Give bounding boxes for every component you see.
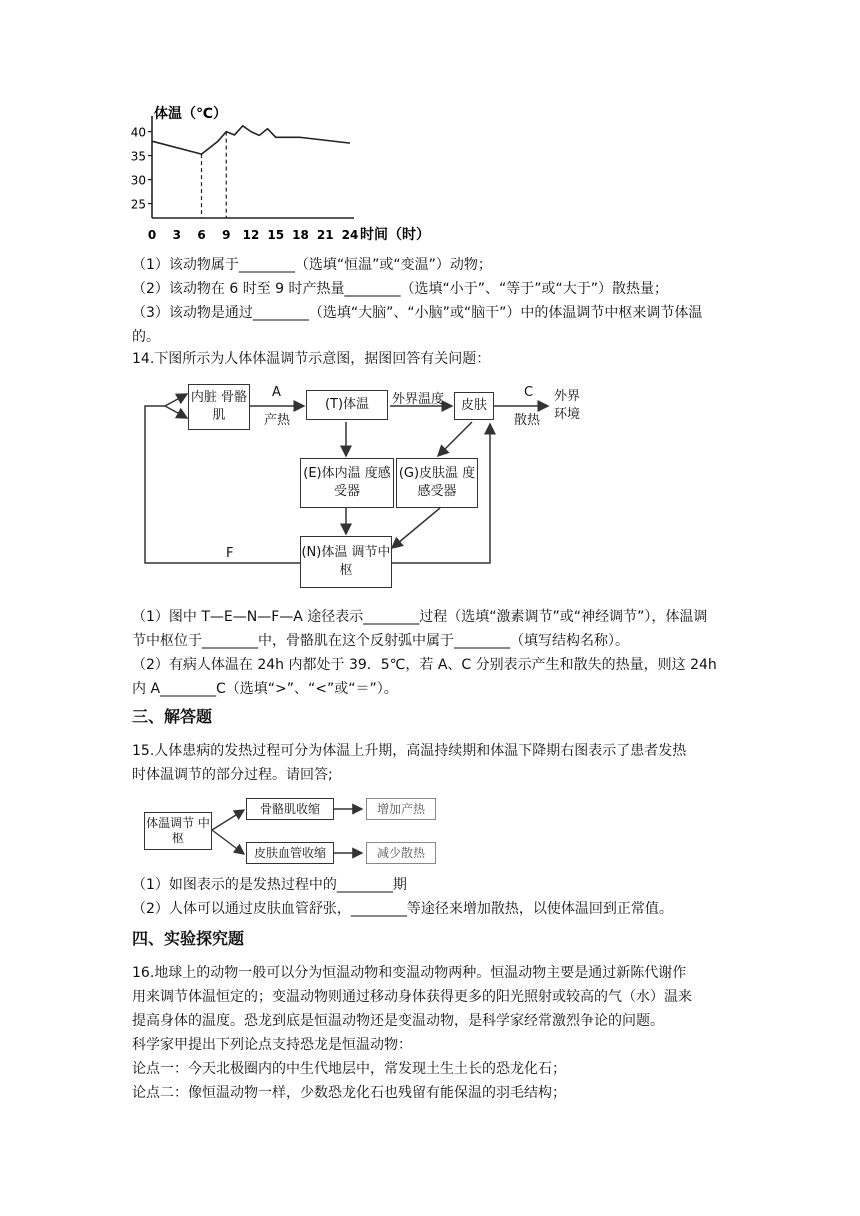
y-axis-label: 体温（℃） bbox=[154, 106, 227, 122]
q15-stem-1: 15.人体患病的发热过程可分为体温上升期，高温持续期和体温下降期右图表示了患者发热 bbox=[132, 743, 687, 759]
x-tick-label: 18 bbox=[292, 228, 309, 242]
q14-p2-line-2: 内 A________C（选填“>”、“<”或“＝”）。 bbox=[132, 681, 398, 697]
fever-regulation-diagram bbox=[140, 794, 450, 870]
q13-line-1: （1）该动物属于________（选填“恒温”或“变温”）动物； bbox=[132, 257, 492, 273]
q13-line-3a: （3）该动物是通过________（选填“大脑”、“小脑”或“脑干”）中的体温调节中枢来调节体温 bbox=[132, 305, 703, 321]
x-tick-label: 3 bbox=[172, 228, 181, 242]
q13-line-2: （2）该动物在 6 时至 9 时产热量________（选填“小于”、“等于”或“大于”）散热量； bbox=[132, 281, 669, 297]
label-external-temp: 外界温度 bbox=[392, 392, 445, 407]
fever-center-box: 体温调节 中枢 bbox=[144, 812, 212, 850]
body-temp-box: (T)体温 bbox=[306, 390, 388, 420]
label-heat-production: 产热 bbox=[264, 413, 291, 428]
q16-line-3: 提高身体的温度。恐龙到底是恒温动物还是变温动物，是科学家经常激烈争论的问题。 bbox=[132, 1013, 664, 1029]
q15-stem-2: 时体温调节的部分过程。请回答; bbox=[132, 767, 333, 783]
label-heat-loss: 散热 bbox=[514, 413, 541, 428]
q14-stem: 14.下图所示为人体体温调节示意图，据图回答有关问题： bbox=[132, 351, 491, 367]
x-tick-label: 6 bbox=[197, 228, 206, 242]
q16-line-6: 论点二：像恒温动物一样，少数恐龙化石也残留有能保温的羽毛结构； bbox=[132, 1085, 566, 1101]
q14-p1-line-1: （1）图中 T—E—N—F—A 途径表示________过程（选填“激素调节”或“神经调节”），体温调 bbox=[132, 609, 708, 625]
q13-line-3b: 的。 bbox=[132, 329, 160, 345]
body-temperature-chart bbox=[128, 96, 448, 248]
q16-line-4: 科学家甲提出下列论点支持恐龙是恒温动物： bbox=[132, 1037, 412, 1053]
label-c: C bbox=[524, 385, 534, 400]
q16-line-2: 用来调节体温恒定的；变温动物则通过移动身体获得更多的阳光照射或较高的气（水）温来 bbox=[132, 989, 692, 1005]
x-tick-label: 15 bbox=[267, 228, 285, 242]
q15-p2: （2）人体可以通过皮肤血管舒张，________等途径来增加散热，以使体温回到正常值。 bbox=[132, 901, 673, 917]
skin-receptor-box: (G)皮肤温 度感受器 bbox=[396, 458, 478, 508]
q14-p2-line-1: （2）有病人体温在 24h 内都处于 39．5℃，若 A、C 分别表示产生和散失的热量，则这 24h bbox=[132, 657, 717, 673]
muscle-contraction-box: 骨骼肌收缩 bbox=[246, 798, 334, 820]
vessel-constriction-box: 皮肤血管收缩 bbox=[246, 842, 334, 864]
y-tick-label: 30 bbox=[130, 173, 146, 188]
x-tick-label: 21 bbox=[316, 228, 334, 242]
x-tick-label: 9 bbox=[222, 228, 231, 242]
x-tick-label: 24 bbox=[341, 228, 359, 242]
regulation-center-box: (N)体温 调节中枢 bbox=[300, 536, 392, 588]
section-3-heading: 三、解答题 bbox=[132, 707, 213, 726]
y-tick-label: 40 bbox=[130, 125, 146, 140]
x-tick-label: 0 bbox=[147, 228, 157, 242]
y-tick-label: 25 bbox=[130, 197, 146, 212]
q16-line-5: 论点一：今天北极圈内的中生代地层中，常发现土生土长的恐龙化石； bbox=[132, 1061, 566, 1077]
x-tick-label: 12 bbox=[242, 228, 260, 242]
reduce-heat-loss-box: 减少散热 bbox=[366, 842, 436, 864]
thermoregulation-diagram bbox=[140, 380, 620, 595]
section-4-heading: 四、实验探究题 bbox=[132, 929, 245, 948]
environment-label: 外界 环境 bbox=[554, 389, 581, 422]
organs-box: 内脏 骨骼肌 bbox=[188, 384, 250, 430]
label-a: A bbox=[272, 385, 281, 400]
label-f: F bbox=[226, 546, 234, 561]
internal-receptor-box: (E)体内温 度感受器 bbox=[300, 458, 394, 508]
skin-box: 皮肤 bbox=[454, 392, 494, 420]
q14-p1-line-2: 节中枢位于________中，骨骼肌在这个反射弧中属于________（填写结构名称）。 bbox=[132, 633, 629, 649]
q15-p1: （1）如图表示的是发热过程中的________期 bbox=[132, 877, 407, 893]
x-axis-label: 时间（时） bbox=[360, 227, 430, 243]
q16-line-1: 16.地球上的动物一般可以分为恒温动物和变温动物两种。恒温动物主要是通过新陈代谢作 bbox=[132, 965, 687, 981]
y-tick-label: 35 bbox=[130, 149, 146, 164]
increase-heat-box: 增加产热 bbox=[366, 798, 436, 820]
temperature-series-line bbox=[152, 126, 350, 154]
